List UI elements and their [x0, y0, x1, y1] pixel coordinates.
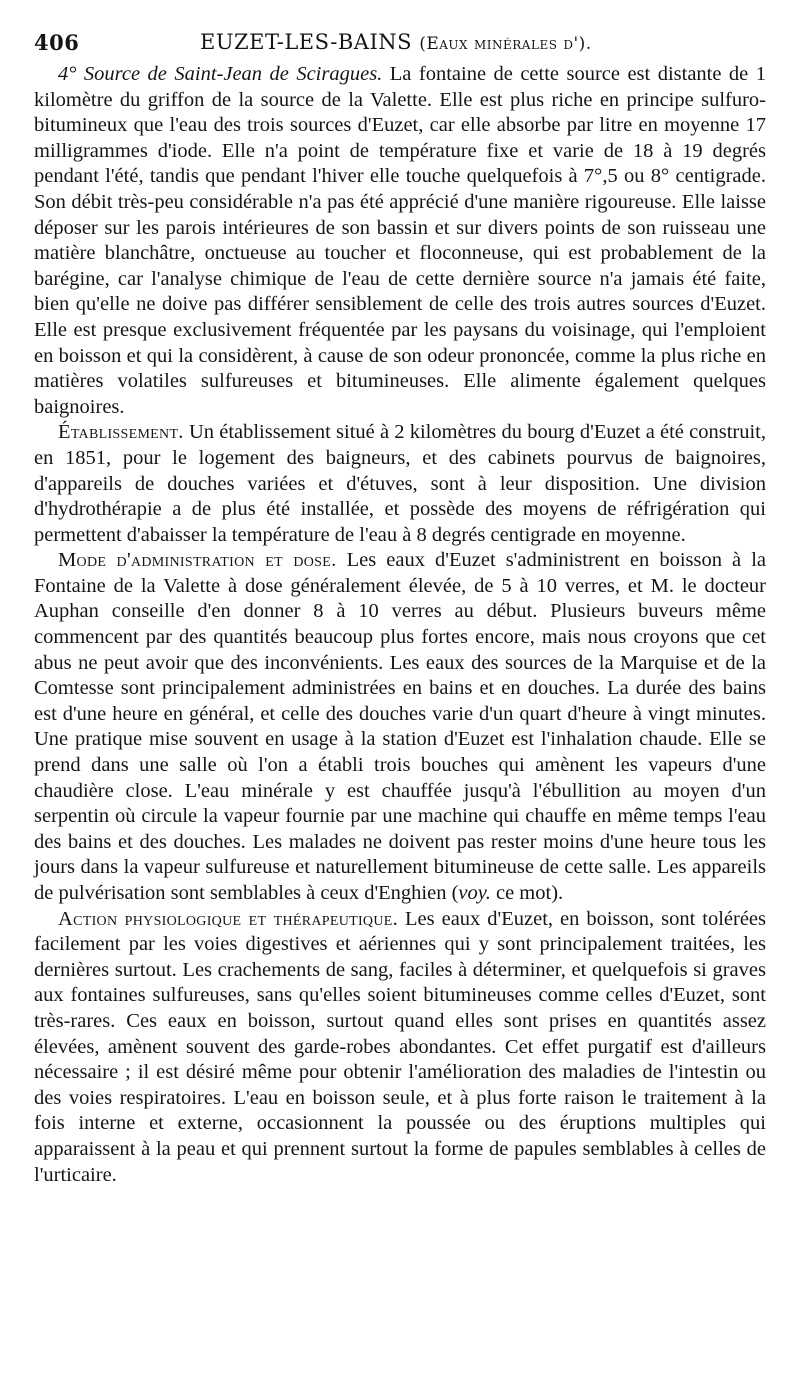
paragraph-source-saint-jean: [34, 62, 766, 420]
paragraph-etablissement: [34, 420, 766, 548]
page-number: 406: [34, 30, 80, 55]
paragraph-text: Un établissement situé à 2 kilomètres du bourg d'Euzet a été construit, en 1851, pour le logement des baigneurs, et des cabinets pourvus de baignoires, d'appareils de douches variées et d'étuves, sont à leur disposition. Une division d'hydrothérapie a de plus été installée, et possède des moyens de réfrigération qui permettent d'abaisser la température de l'eau à 8 degrés centigrade en moyenne.: [34, 421, 766, 546]
italic-reference: voy.: [458, 882, 491, 904]
book-page: [34, 22, 766, 1188]
paragraph-text: Les eaux d'Euzet s'administrent en boisson à la Fontaine de la Valette à dose généralement élevée, de 5 à 10 verres, et M. le docteur Auphan conseille d'en donner 8 à 10 verres au début. Plusieurs buveurs même commencent par des quantités beaucoup plus fortes encore, mais nous croyons que cet abus ne peut avoir que des inconvénients. Les eaux des sources de la Marquise et de la Comtesse sont principalement administrées en bains et en douches. La durée des bains est d'une heure en général, et celle des douches varie d'un quart d'heure à vingt minutes. Une pratique mise souvent en usage à la station d'Euzet est l'inhalation chaude. Elle se prend dans une salle où l'on a établi trois bouches qui amènent les vapeurs d'une chaudière close. L'eau minérale y est chauffée jusqu'à l'ébullition au moyen d'un serpentin où circule la vapeur fournie par une machine qui chauffe en même temps l'eau des bains et des douches. Les malades ne doivent pas rester moins d'une heure tous les jours dans la vapeur sulfureuse et naturellement bitumineuse de cette salle. Les appareils de pulvérisation sont semblables à ceux d'Enghien (: [34, 549, 766, 904]
body-text: [34, 62, 766, 1188]
paragraph-text: La fontaine de cette source est distante de 1 kilomètre du griffon de la source de la Valette. Elle est plus riche en principe sulfuro-bitumineux que l'eau des trois sources d'Euzet, car elle absorbe par litre en moyenne 17 milligrammes d'iode. Elle n'a point de température fixe et varie de 18 à 19 degrés pendant l'été, tandis que pendant l'hiver elle touche quelquefois à 7°,5 ou 8° centigrade. Son débit très-peu considérable n'a pas été apprécié d'une manière rigoureuse. Elle laisse déposer sur les parois intérieures de son bassin et sur divers points de son ruisseau une matière blanchâtre, onctueuse au toucher et floconneuse, qui est probablement de la barégine, car l'analyse chimique de l'eau de cette dernière source n'a jamais été faite, bien qu'elle ne doive pas différer sensiblement de celle des trois autres sources d'Euzet. Elle est presque exclusivement fréquentée par les paysans du voisinage, qui l'emploient en boisson et qui la considèrent, à cause de son odeur prononcée, comme la plus riche en matières volatiles sulfureuses et bitumineuses. Elle alimente également quelques baignoires.: [34, 63, 767, 418]
running-head: [34, 22, 766, 62]
running-title: [200, 30, 592, 54]
running-title-main: EUZET-LES-BAINS: [200, 30, 413, 54]
paragraph-mode-administration: [34, 548, 766, 906]
paragraph-lead: Mode d'administration et dose.: [58, 549, 337, 572]
paragraph-text: Les eaux d'Euzet, en boisson, sont tolérées facilement par les voies digestives et aériennes qui y sont principalement traitées, les dernières surtout. Les crachements de sang, faciles à déterminer, et quelquefois si graves aux fontaines sulfureuses, sans qu'elles soient bitumineuses comme celles d'Euzet, sont très-rares. Ces eaux en boisson, surtout quand elles sont prises en quantités assez élevées, amènent souvent des garde-robes abondantes. Cet effet purgatif est d'ailleurs nécessaire ; il est désiré même pour obtenir l'amélioration des maladies de l'intestin ou des voies respiratoires. L'eau en boisson seule, et à plus forte raison le traitement à la fois interne et externe, occasionnent la poussée ou des éruptions multiples qui apparaissent à la peau et qui prennent surtout la forme de papules semblables à celles de l'urticaire.: [34, 907, 766, 1186]
running-title-sub: (Eaux minérales d').: [419, 34, 592, 54]
paragraph-lead: 4° Source de Saint-Jean de Sciragues.: [58, 63, 383, 85]
paragraph-lead: Action physiologique et thérapeutique.: [58, 907, 399, 930]
paragraph-tail: ce mot).: [490, 882, 564, 904]
paragraph-lead: Établissement.: [58, 421, 184, 444]
paragraph-action-therapeutique: [34, 907, 766, 1189]
